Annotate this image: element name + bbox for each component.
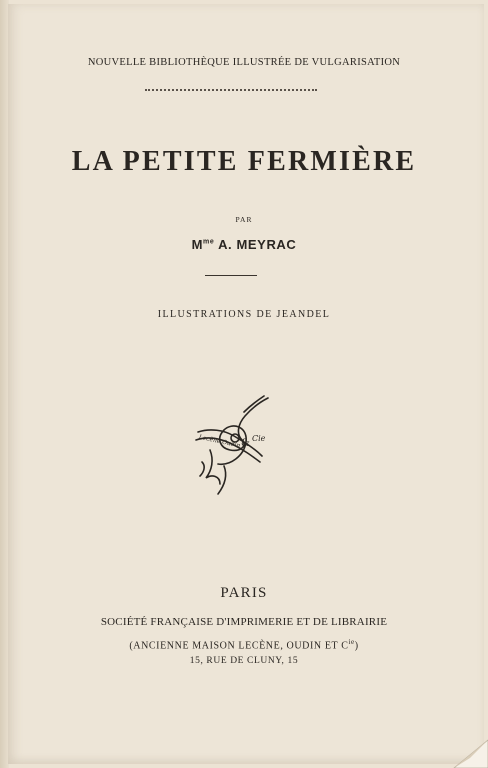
publisher-address: 15, RUE DE CLUNY, 15: [189, 656, 299, 666]
author-prefix-sup: me: [203, 238, 215, 246]
publisher-name: SOCIÉTÉ FRANÇAISE D'IMPRIMERIE ET DE LIBRAIRIE: [100, 616, 388, 628]
imprint-city: PARIS: [220, 585, 268, 601]
book-title: LA PETITE FERMIÈRE: [71, 146, 417, 177]
former-publisher-close: ): [354, 640, 359, 652]
former-publisher-sup: ie: [348, 638, 355, 646]
dotted-rule: [145, 89, 317, 91]
folded-corner: [448, 732, 488, 768]
former-publisher: [0, 638, 488, 651]
ribbon-emblem-icon: [190, 390, 275, 505]
byline-par: PAR: [235, 215, 253, 224]
author-prefix: M: [191, 237, 203, 252]
former-publisher-text: (ANCIENNE MAISON LECÈNE, OUDIN ET C: [129, 640, 349, 652]
short-rule: [205, 275, 257, 276]
emblem-cie: Cie: [252, 434, 266, 443]
author-name: [0, 237, 488, 252]
emblem-ampersand: &: [241, 438, 250, 449]
illustrator-credit: ILLUSTRATIONS DE JEANDEL: [157, 309, 331, 320]
emblem-script: Lecène Oudin: [198, 433, 241, 450]
series-heading: NOUVELLE BIBLIOTHÈQUE ILLUSTRÉE DE VULGARISATION: [87, 57, 401, 68]
author-surname: A. MEYRAC: [218, 237, 297, 252]
